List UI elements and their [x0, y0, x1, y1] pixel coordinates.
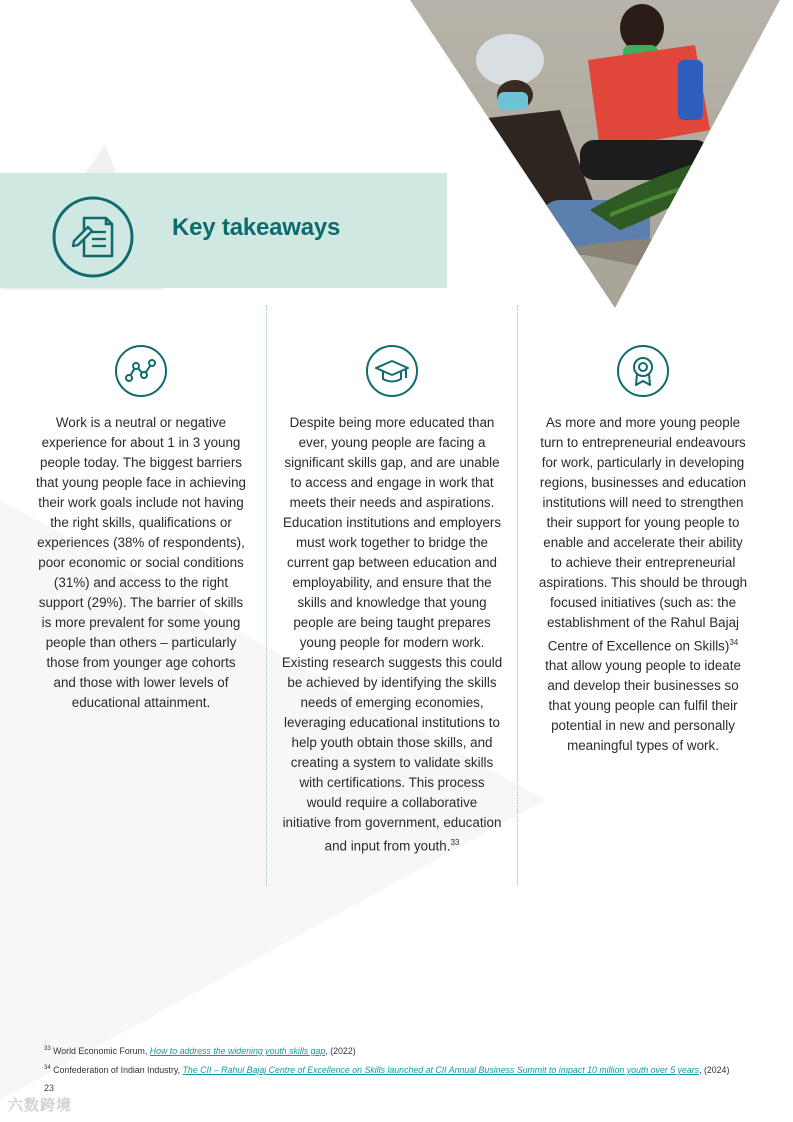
footnote-link[interactable]: The CII – Rahul Bajaj Centre of Excellence on Skills launched at CII Annual Business Summit to impact 10 million youth over 5 years [182, 1064, 700, 1075]
page-number: 23 [44, 1083, 55, 1093]
footnotes [44, 1041, 729, 1079]
network-nodes-icon [114, 344, 168, 398]
column-divider [266, 305, 267, 885]
graduation-cap-icon [365, 344, 419, 398]
footnote-link[interactable]: How to address the widening youth skills gap [149, 1045, 326, 1056]
award-badge-icon [616, 344, 670, 398]
takeaway-text-2: Despite being more educated than ever, young people are facing a significant skills gap, and are unable to access and engage in work that meets their needs and aspirations. Education institutions and employers must work together to bridge the current gap between education and employability, and ensure that the skills and knowledge that young people are being taught prepares young people for modern work. Existing research suggests this could be achieved by identifying the skills needs of emerging economies, leveraging educational institutions to help youth obtain those skills, and creating a system to validate skills with certifications. This process would require a collaborative initiative from government, education and input from youth.$^{33}$ [281, 415, 503, 854]
footnote-33: $^{33}$ World Economic Forum, How to address the widening youth skills gap, (2022) [44, 1045, 356, 1056]
takeaway-text-3: As more and more young people turn to entrepreneurial endeavours for work, particularly in developing regions, businesses and education institutions will need to strengthen their support for young people to enable and accelerate their ability to achieve their entrepreneurial aspirations. This should be through focused initiatives (such as: the establishment of the Rahul Bajaj Centre of Excellence on Skills)$^{34}$ that allow young people to ideate and develop their businesses so that young people can fulfil their potential in new and personally meaningful types of work. [538, 415, 748, 754]
footnote-34: $^{34}$ Confederation of Indian Industry, The CII – Rahul Bajaj Centre of Excellence on Skills launched at CII Annual Business Summit to impact 10 million youth over 5 years, (2024) [44, 1064, 730, 1075]
header-photo [410, 0, 780, 310]
takeaway-text-1: Work is a neutral or negative experience for about 1 in 3 young people today. The biggest barriers that young people face in achieving their work goals include not having the right skills, qualifications or experiences (38% of respondents), poor economic or social conditions (31%) and access to the right support (29%). The barrier of skills is more prevalent for some young people than others – particularly those from younger age cohorts and those with lower levels of educational attainment. [36, 415, 246, 710]
page-title: Key takeaways [172, 214, 341, 241]
watermark: 六数跨境 [8, 1097, 73, 1114]
column-divider [517, 305, 518, 885]
document-edit-icon [52, 196, 134, 278]
